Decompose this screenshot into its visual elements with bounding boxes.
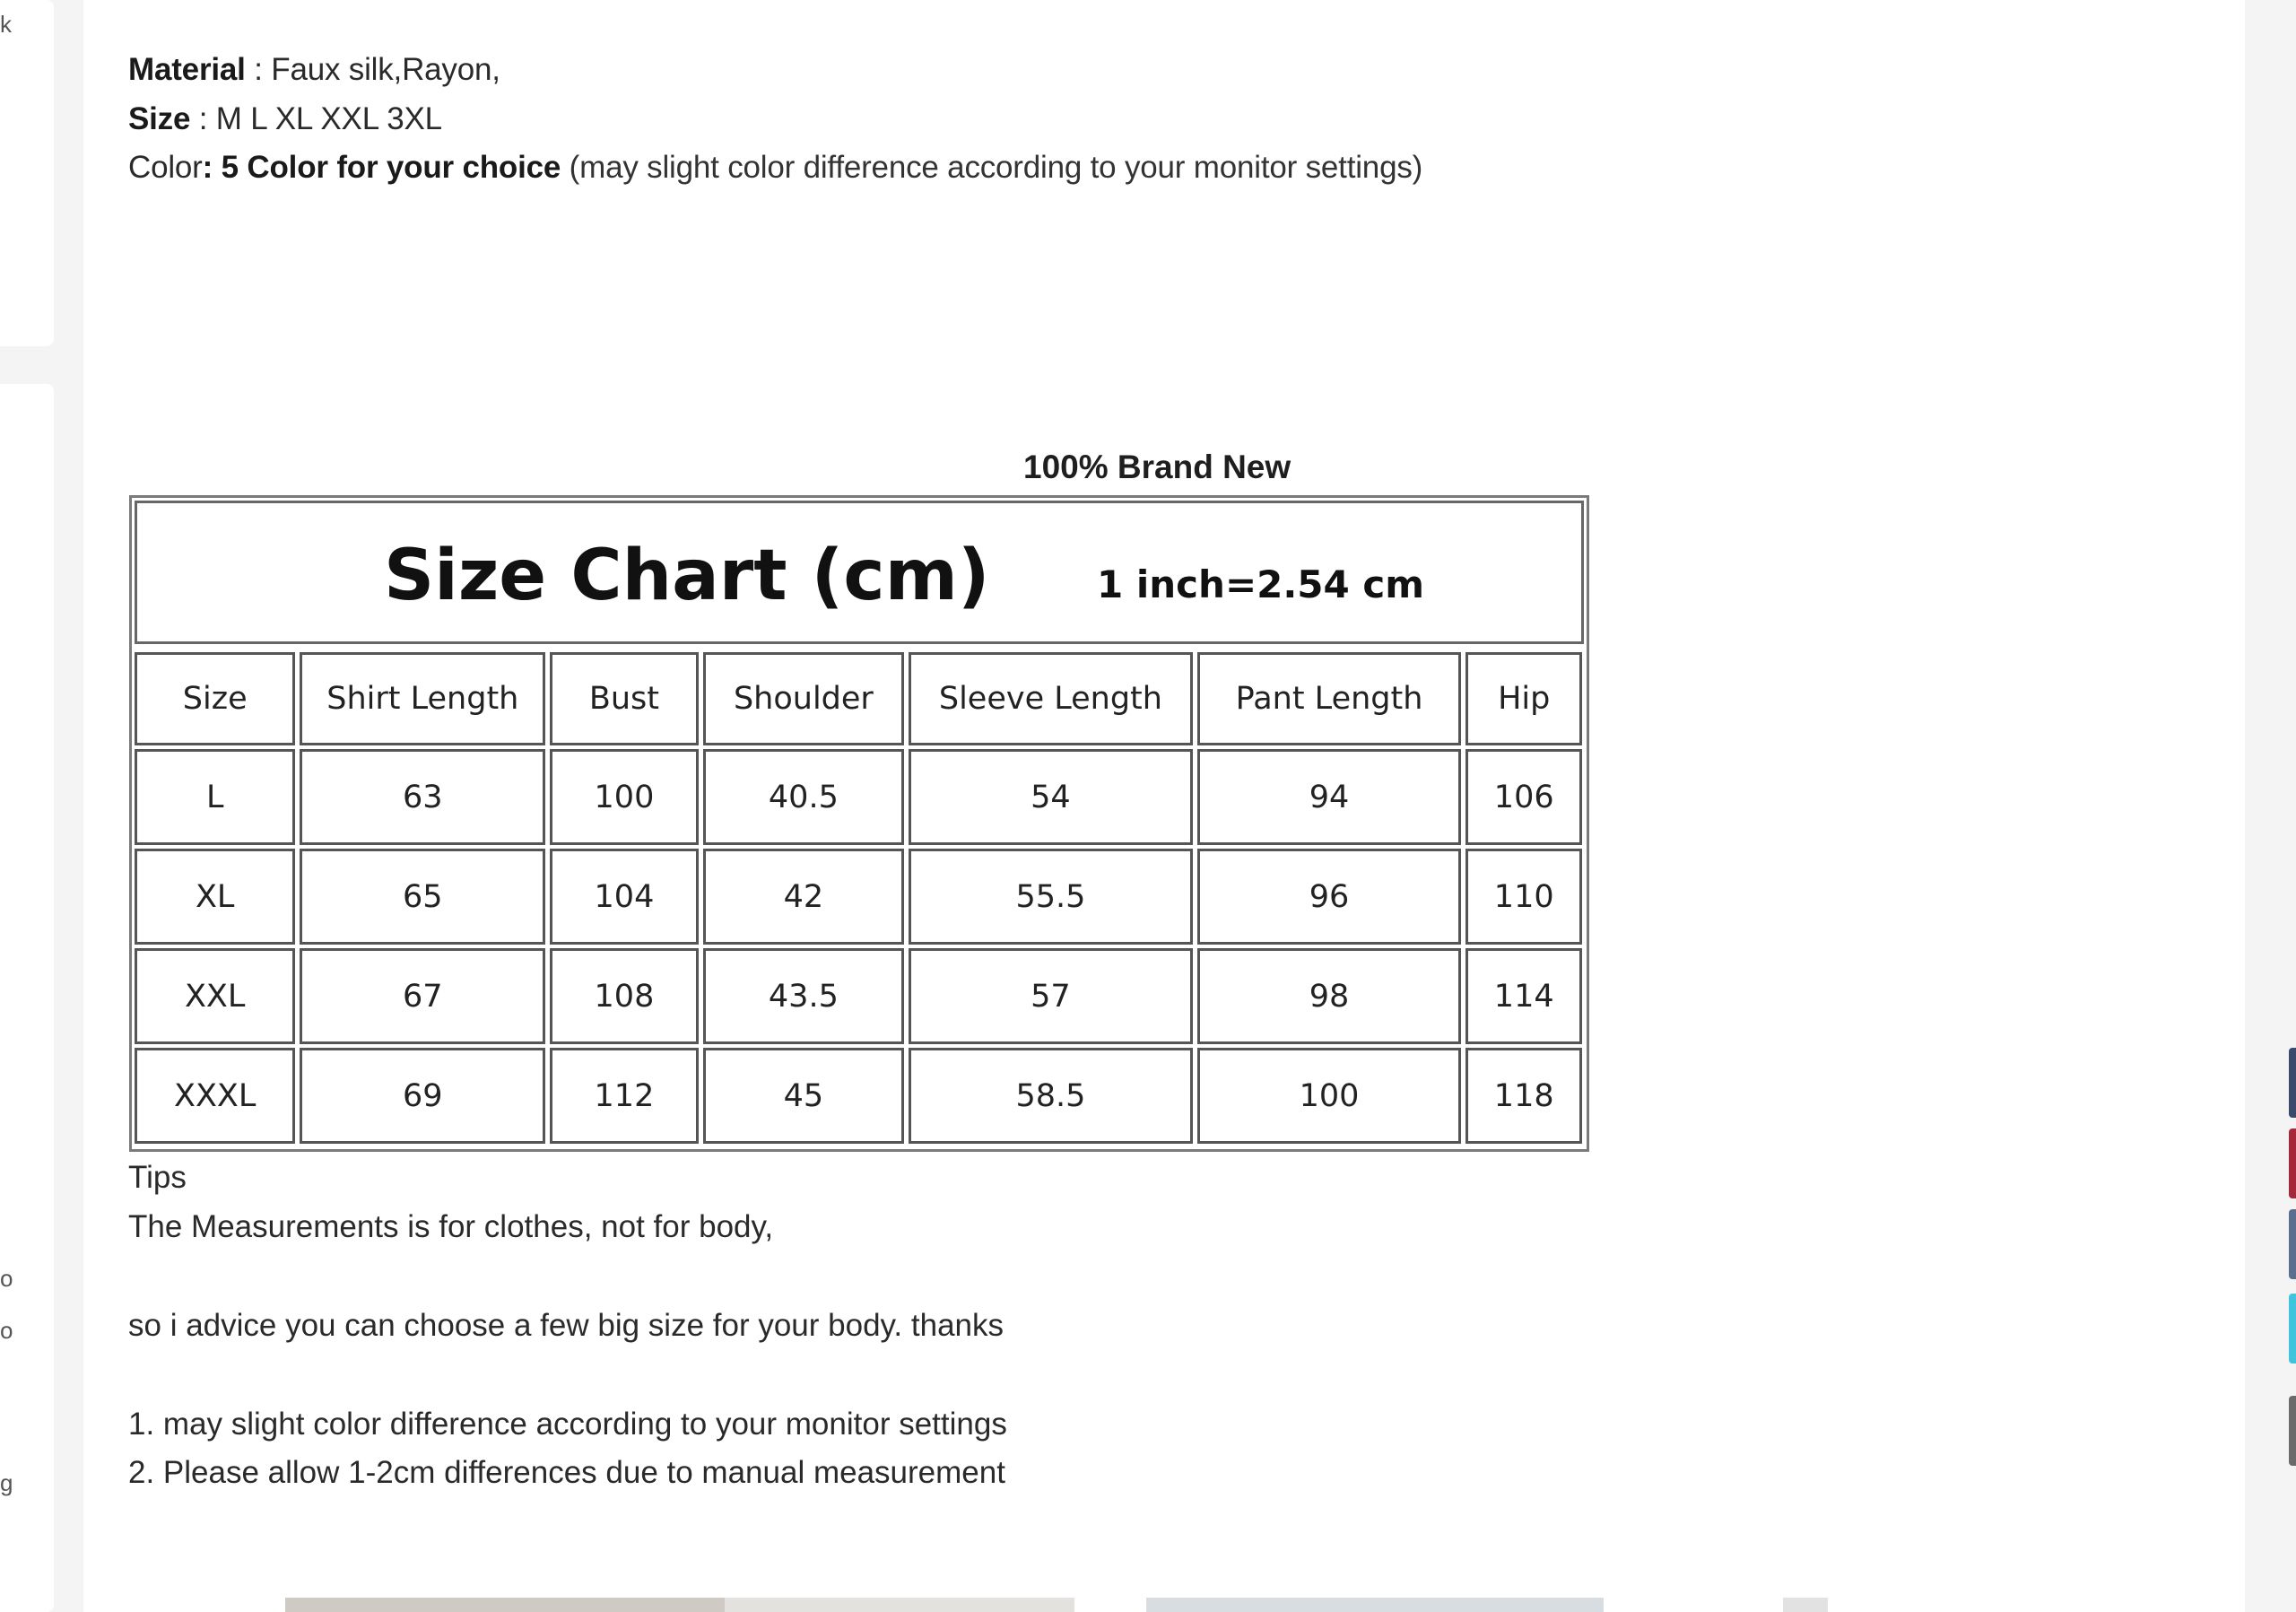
tips-line-1: The Measurements is for clothes, not for body, xyxy=(128,1209,774,1244)
size-table-header-row xyxy=(135,652,1582,745)
spec-size xyxy=(128,101,442,137)
spec-color-label: Color xyxy=(128,150,203,185)
table-cell: 98 xyxy=(1197,948,1462,1044)
column-header-shoulder: Shoulder xyxy=(703,652,905,745)
table-cell: 94 xyxy=(1197,749,1462,845)
table-cell: 114 xyxy=(1465,948,1582,1044)
size-chart-title: Size Chart (cm) xyxy=(384,536,990,616)
spec-material xyxy=(128,52,500,88)
tips-line-2: so i advice you can choose a few big size for your body. thanks xyxy=(128,1308,1004,1343)
table-cell: XL xyxy=(135,849,295,945)
size-chart-image xyxy=(129,495,1589,1152)
table-cell: 106 xyxy=(1465,749,1582,845)
column-header-pant-length: Pant Length xyxy=(1197,652,1462,745)
table-cell: 69 xyxy=(300,1048,545,1144)
rail-text-fragment: k xyxy=(0,11,12,38)
product-photo[interactable] xyxy=(725,1598,1074,1612)
table-cell: 54 xyxy=(909,749,1193,845)
column-header-bust: Bust xyxy=(550,652,698,745)
product-description-panel xyxy=(83,0,2245,1612)
table-cell: 67 xyxy=(300,948,545,1044)
floating-tab-gray[interactable] xyxy=(2289,1396,2296,1466)
rail-text-fragment: o xyxy=(0,1265,13,1292)
table-cell: 110 xyxy=(1465,849,1582,945)
table-row xyxy=(135,948,1582,1044)
tips-heading: Tips xyxy=(128,1160,187,1195)
table-cell: 57 xyxy=(909,948,1193,1044)
product-photo[interactable] xyxy=(1783,1598,1828,1612)
table-cell: XXL xyxy=(135,948,295,1044)
table-cell: 40.5 xyxy=(703,749,905,845)
floating-tab-red[interactable] xyxy=(2289,1128,2296,1198)
rail-text-fragment: o xyxy=(0,1317,13,1344)
table-cell: 63 xyxy=(300,749,545,845)
table-cell: 65 xyxy=(300,849,545,945)
spec-size-label: Size xyxy=(128,101,191,136)
photo-gap xyxy=(1604,1598,1783,1612)
column-header-sleeve-length: Sleeve Length xyxy=(909,652,1193,745)
floating-tab-cyan[interactable] xyxy=(2289,1294,2296,1364)
table-row xyxy=(135,849,1582,945)
table-row xyxy=(135,749,1582,845)
brand-new-label: 100% Brand New xyxy=(1023,449,1292,485)
column-header-hip: Hip xyxy=(1465,652,1582,745)
spec-size-value: : M L XL XXL 3XL xyxy=(190,101,442,136)
table-cell: 42 xyxy=(703,849,905,945)
table-cell: L xyxy=(135,749,295,845)
table-row xyxy=(135,1048,1582,1144)
table-cell: 100 xyxy=(1197,1048,1462,1144)
column-header-shirt-length: Shirt Length xyxy=(300,652,545,745)
table-cell: XXXL xyxy=(135,1048,295,1144)
spec-material-value: : Faux silk,Rayon, xyxy=(245,52,500,87)
rail-text-fragment: g xyxy=(0,1469,13,1496)
size-chart-header xyxy=(135,501,1584,644)
column-header-size: Size xyxy=(135,652,295,745)
table-cell: 104 xyxy=(550,849,698,945)
size-table xyxy=(130,649,1587,1147)
table-cell: 112 xyxy=(550,1048,698,1144)
tips-note-2: 2. Please allow 1-2cm differences due to manual measurement xyxy=(128,1455,1005,1490)
left-rail xyxy=(0,0,56,1612)
spec-color-choice: : 5 Color for your choice xyxy=(202,150,561,185)
spec-color-note: (may slight color difference according to your monitor settings) xyxy=(561,150,1423,185)
table-cell: 55.5 xyxy=(909,849,1193,945)
table-cell: 100 xyxy=(550,749,698,845)
table-cell: 108 xyxy=(550,948,698,1044)
spec-color xyxy=(128,150,1422,186)
rail-card-top[interactable] xyxy=(0,0,54,346)
table-cell: 45 xyxy=(703,1048,905,1144)
table-cell: 96 xyxy=(1197,849,1462,945)
photo-gap xyxy=(1074,1598,1146,1612)
size-chart-unit-note: 1 inch=2.54 cm xyxy=(1097,562,1425,606)
tips-note-1: 1. may slight color difference according to your monitor settings xyxy=(128,1407,1007,1442)
product-photo[interactable] xyxy=(1146,1598,1604,1612)
table-cell: 118 xyxy=(1465,1048,1582,1144)
floating-tab-slate[interactable] xyxy=(2289,1209,2296,1279)
spec-material-label: Material xyxy=(128,52,246,87)
table-cell: 43.5 xyxy=(703,948,905,1044)
rail-card-bottom[interactable] xyxy=(0,384,54,1612)
product-photo-strip[interactable] xyxy=(285,1598,2124,1612)
table-cell: 58.5 xyxy=(909,1048,1193,1144)
floating-tab-navy[interactable] xyxy=(2289,1048,2296,1118)
product-photo[interactable] xyxy=(285,1598,725,1612)
